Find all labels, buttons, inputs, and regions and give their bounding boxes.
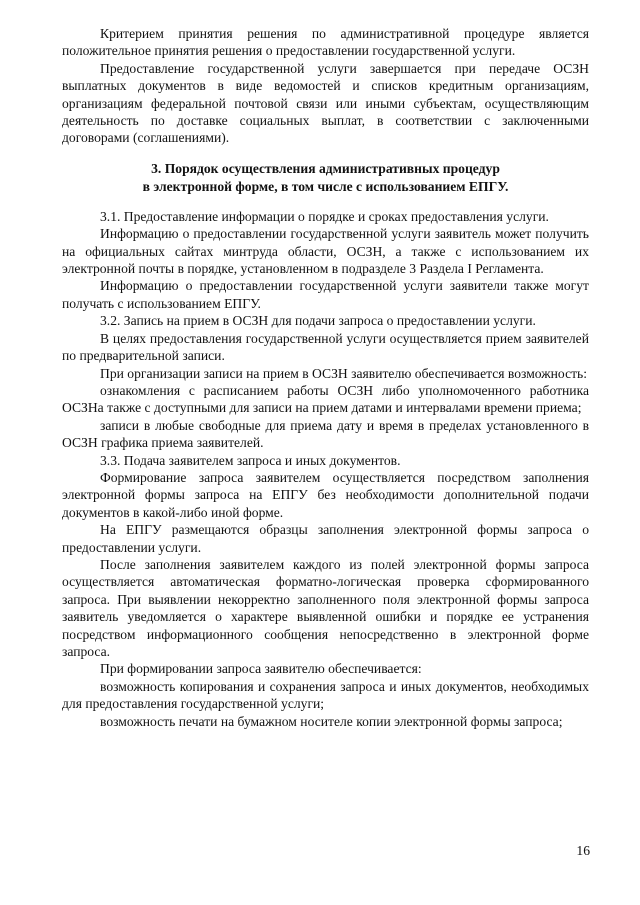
list-item: возможность копирования и сохранения запроса и иных документов, необходимых для предоставления государственной услуги; xyxy=(62,678,589,712)
paragraph: Предоставление государственной услуги завершается при передаче ОСЗН выплатных документов в виде ведомостей и списков кредитным организациям, организациям федеральной почтовой связи или иными субъектам, осуществляющим деятельность по доставке социальных выплат, в соответствии с заключенными договорами (соглашениями). xyxy=(62,60,589,146)
paragraph: Формирование запроса заявителем осуществляется посредством заполнения электронной формы запроса на ЕПГУ без необходимости дополнительной подачи документов в какой-либо иной форме. xyxy=(62,469,589,520)
paragraph: При формировании запроса заявителю обеспечивается: xyxy=(100,661,422,677)
list-item: возможность печати на бумажном носителе копии электронной формы запроса; xyxy=(100,713,563,729)
paragraph: Информацию о предоставлении государственной услуги заявители также могут получать с использованием ЕПГУ. xyxy=(62,278,589,311)
paragraph: В целях предоставления государственной услуги осуществляется прием заявителей по предварительной записи. xyxy=(62,330,589,364)
subsection-title: 3.3. Подача заявителем запроса и иных документов. xyxy=(100,452,401,468)
subsection-title: 3.2. Запись на прием в ОСЗН для подачи запроса о предоставлении услуги. xyxy=(100,313,536,329)
page-body xyxy=(62,25,589,730)
paragraph: Информацию о предоставлении государственной услуги заявитель может получить на официальных сайтах минтруда области, ОСЗН, а также с использованием их электронной почты в порядке, установленном в подразделе 3 Раздела I Регламента. xyxy=(62,226,589,277)
paragraph: На ЕПГУ размещаются образцы заполнения электронной формы запроса о предоставлении услуги. xyxy=(62,522,589,555)
section-heading-line: 3. Порядок осуществления административных процедур xyxy=(151,160,500,176)
paragraph: Критерием принятия решения по административной процедуре является положительное принятия решения о предоставлении государственной услуги. xyxy=(62,26,589,59)
page-number: 16 xyxy=(576,843,590,858)
section-heading-line: в электронной форме, в том числе с использованием ЕПГУ. xyxy=(142,178,509,194)
subsection-title: 3.1. Предоставление информации о порядке и сроках предоставления услуги. xyxy=(100,208,549,224)
paragraph: При организации записи на прием в ОСЗН заявителю обеспечивается возможность: xyxy=(100,365,588,381)
paragraph: После заполнения заявителем каждого из полей электронной формы запроса осуществляется автоматическая форматно-логическая проверка сформированного запроса. При выявлении некорректно заполненного поля электронной формы запроса заявитель уведомляется о характере выявленной ошибки и порядке ее устранения посредством информационного сообщения непосредственно в электронной форме запроса. xyxy=(62,556,589,659)
list-item: записи в любые свободные для приема дату и время в пределах установленного в ОСЗН графика приема заявителей. xyxy=(62,417,589,451)
section-heading xyxy=(62,160,589,196)
list-item: ознакомления с расписанием работы ОСЗН либо уполномоченного работника ОСЗНа также с доступными для записи на прием датами и интервалами времени приема; xyxy=(62,382,589,416)
